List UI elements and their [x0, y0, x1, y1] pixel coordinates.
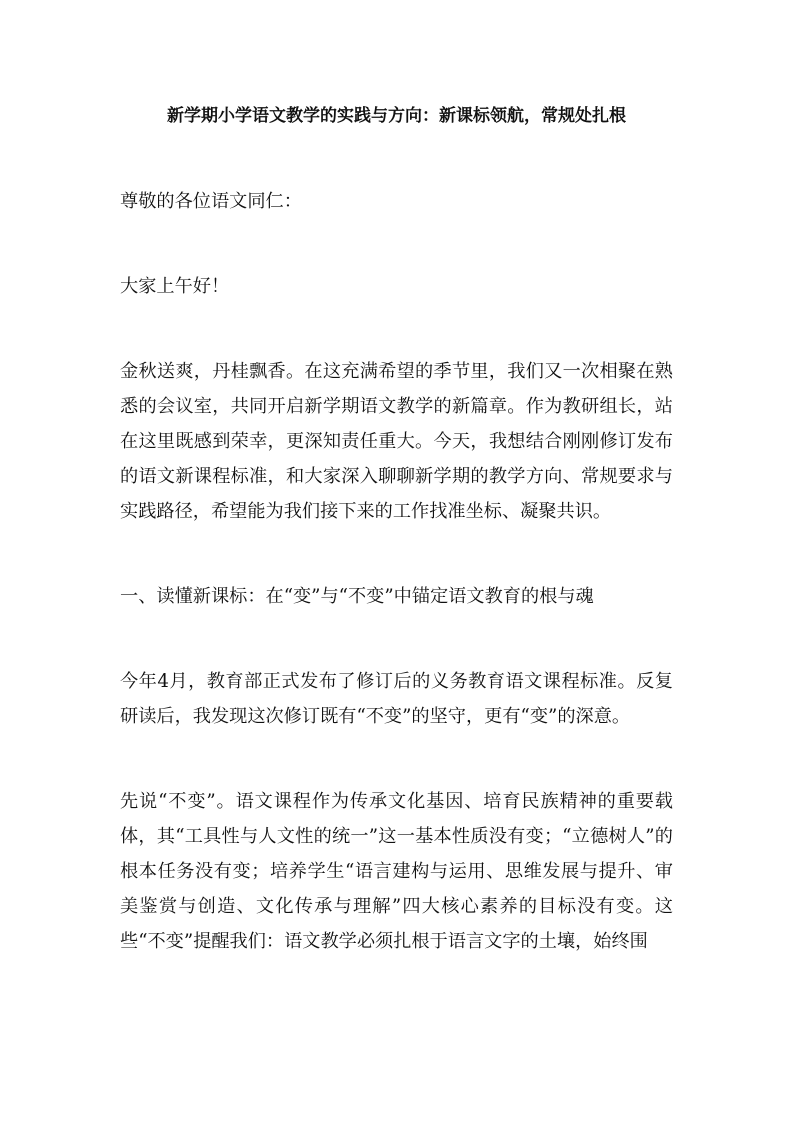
section-heading-1: 一、读懂新课标：在“变”与“不变”中锚定语文教育的根与魂: [120, 586, 594, 607]
document-body: [120, 100, 673, 1009]
paragraph-new-standard: 今年4月，教育部正式发布了修订后的义务教育语文课程标准。反复研读后，我发现这次修订既有“不变”的坚守，更有“变”的深意。: [120, 671, 673, 727]
paragraph-opening: 金秋送爽，丹桂飘香。在这充满希望的季节里，我们又一次相聚在熟悉的会议室，共同开启新学期语文教学的新篇章。作为教研组长，站在这里既感到荣幸，更深知责任重大。今天，我想结合刚刚修订发布的语文新课程标准，和大家深入聊聊新学期的教学方向、常规要求与实践路径，希望能为我们接下来的工作找准坐标、凝聚共识。: [120, 361, 673, 522]
greeting: 大家上午好！: [120, 276, 230, 297]
document-title: 新学期小学语文教学的实践与方向：新课标领航，常规处扎根: [167, 106, 626, 126]
salutation: 尊敬的各位语文同仁：: [120, 191, 302, 212]
paragraph-unchanged: 先说“不变”。语文课程作为传承文化基因、培育民族精神的重要载体，其“工具性与人文性的统一”这一基本性质没有变；“立德树人”的根本任务没有变；培养学生“语言建构与运用、思维发展与提升、审美鉴赏与创造、文化传承与理解”四大核心素养的目标没有变。这些“不变”提醒我们：语文教学必须扎根于语言文字的土壤，始终围: [120, 791, 673, 952]
